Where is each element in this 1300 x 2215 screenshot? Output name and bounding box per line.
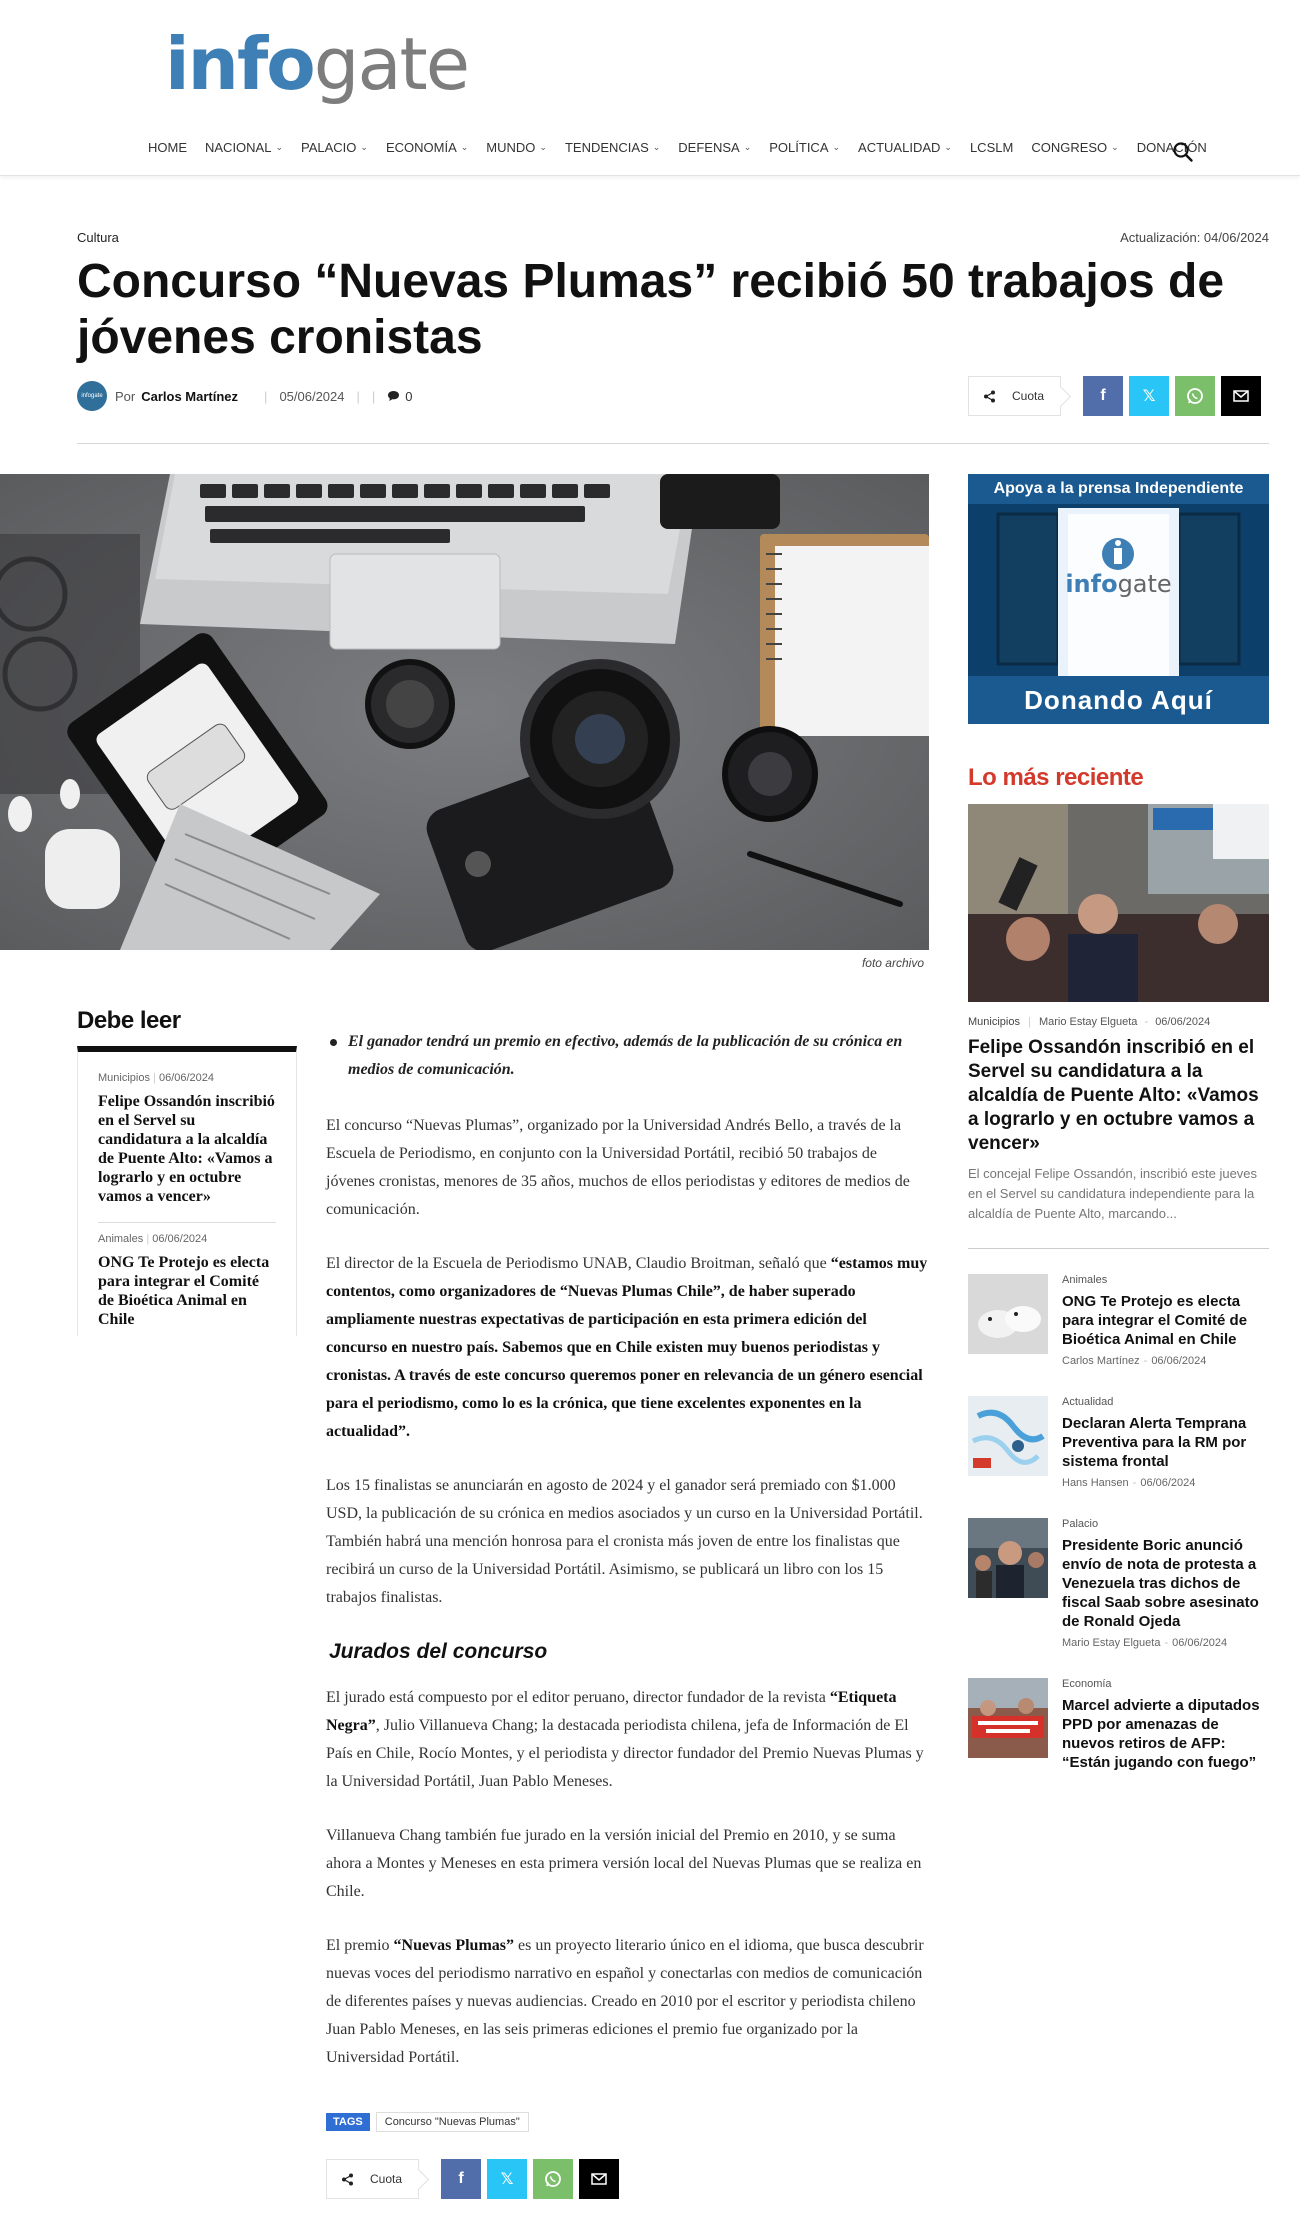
sidebar-article-title[interactable]: Declaran Alerta Temprana Preventiva para la RM por sistema frontal (1062, 1415, 1247, 1470)
chevron-down-icon: ⌄ (539, 142, 547, 152)
sidebar-article-text (1062, 1396, 1269, 1489)
facebook-icon: f (1100, 387, 1106, 404)
sidebar-article-title[interactable]: Marcel advierte a diputados PPD por amenazas de nuevos retiros de AFP: “Están jugando con fuego” (1062, 1697, 1260, 1771)
item-date: 06/06/2024 (152, 1233, 208, 1245)
recent-section-title: Lo más reciente (968, 764, 1144, 791)
recent-author[interactable]: Mario Estay Elgueta (1038, 1016, 1138, 1028)
sidebar-article-thumbnail[interactable] (968, 1518, 1048, 1598)
paragraph (326, 1932, 929, 2072)
section-heading: Jurados del concurso (329, 1640, 548, 1663)
donate-logo-info: info (1065, 570, 1118, 598)
recent-article-title[interactable]: Felipe Ossandón inscribió en el Servel su candidatura a la alcaldía de Puente Alto: «Vamos a lograrlo y en octubre vamos a vencer» (968, 1037, 1259, 1154)
nav-item-mundo[interactable] (486, 140, 547, 155)
recent-article-image[interactable] (968, 804, 1269, 1002)
recent-category[interactable]: Municipios (968, 1016, 1020, 1028)
donate-banner-heading: Apoya a la prensa Independiente (968, 474, 1269, 504)
sidebar-article-text (1062, 1274, 1269, 1367)
header-divider (77, 443, 1269, 444)
x-icon: 𝕏 (1142, 388, 1156, 405)
hero-caption: foto archivo (861, 956, 924, 970)
donate-logo (968, 570, 1269, 598)
share-toggle[interactable] (968, 376, 1061, 416)
by-label: Por (115, 388, 136, 404)
nav-item-label: TENDENCIAS (564, 140, 649, 155)
nav-item-palacio[interactable] (301, 140, 368, 155)
recent-article-excerpt: El concejal Felipe Ossandón, inscribió este jueves en el Servel su candidatura independiente para la alcaldía de Puente Alto, marcando... (968, 1166, 1258, 1221)
sidebar-article-title[interactable]: Presidente Boric anunció envío de nota de protesta a Venezuela tras dichos de fiscal Saab sobre asesinato de Ronald Ojeda (1062, 1537, 1259, 1630)
nav-item-label: ECONOMÍA (385, 140, 457, 155)
sidebar-article-category[interactable]: Actualidad (1062, 1396, 1114, 1408)
facebook-icon: f (458, 2170, 464, 2187)
thumbnail-illustration (968, 1518, 1048, 1598)
nav-item-congreso[interactable] (1031, 140, 1118, 155)
sidebar-article-text (1062, 1678, 1269, 1772)
paragraph-text: El jurado está compuesto por el editor peruano, director fundador de la revista (326, 1689, 830, 1706)
facebook-share-button[interactable] (441, 2159, 481, 2199)
nav-item-label: DONACIÓN (1136, 140, 1207, 155)
nav-item-label: LCSLM (969, 140, 1014, 155)
debe-leer-box (77, 1046, 297, 1336)
sidebar-article-author[interactable]: Carlos Martínez (1062, 1355, 1140, 1367)
sidebar-article-date: 06/06/2024 (1140, 1477, 1196, 1489)
thumbnail-illustration (968, 1274, 1048, 1354)
email-share-button[interactable] (1221, 376, 1261, 416)
mail-icon (591, 2173, 607, 2185)
paragraph: El concurso “Nuevas Plumas”, organizado por la Universidad Andrés Bello, a través de la Escuela de Periodismo, en conjunto con la Universidad Portátil, recibió 50 trabajos de jóvenes cronistas, menores de 35 años, muchos de ellos periodistas y editores de medios de comunicación. (326, 1117, 910, 1218)
x-share-button[interactable] (1129, 376, 1169, 416)
nav-item-economía[interactable] (386, 140, 468, 155)
nav-item-label: POLÍTICA (769, 140, 829, 155)
comment-count-value: 0 (405, 388, 413, 404)
share-icon (341, 2173, 354, 2186)
share-icon (983, 390, 996, 403)
site-header (0, 0, 1300, 176)
paragraph-text: El director de la Escuela de Periodismo UNAB, Claudio Broitman, señaló que (326, 1255, 831, 1272)
article-date: 05/06/2024 (279, 388, 345, 404)
article-updated: Actualización: 04/06/2024 (1120, 230, 1269, 245)
chevron-down-icon: ⌄ (652, 142, 661, 152)
paragraph-text: , Julio Villanueva Chang; la destacada periodista chilena, jefa de Información de El País en Chile, Rocío Montes, y el periodista y director fundador del Premio Nuevas Plumas y la Universidad Portátil, Juan Pablo Meneses. (326, 1717, 924, 1790)
mail-icon (1233, 390, 1249, 402)
sidebar-article-category[interactable]: Economía (1062, 1678, 1112, 1690)
x-share-button[interactable] (487, 2159, 527, 2199)
author-avatar[interactable]: infogate (77, 381, 107, 411)
share-toggle[interactable] (326, 2159, 419, 2199)
nav-item-label: MUNDO (486, 140, 536, 155)
share-label: Cuota (370, 2172, 403, 2186)
sidebar-article-text (1062, 1518, 1269, 1649)
paragraph-text: es un proyecto literario único en el idioma, que busca descubrir nuevas voces del periodismo narrativo en español y conectarlas con medios de comunicación de diferentes países y nuevas audiencias. Creado en 2010 por el escritor y periodista chileno Juan Pablo Meneses, en las seis primeras ediciones el premio fue organizado por la Universidad Portátil. (326, 1937, 924, 2066)
comment-icon (387, 390, 400, 402)
sidebar-article-date: 06/06/2024 (1151, 1355, 1207, 1367)
sidebar-article-author[interactable]: Mario Estay Elgueta (1062, 1637, 1161, 1649)
donate-cta[interactable]: Donando Aquí (968, 676, 1269, 724)
share-bar-bottom (326, 2159, 619, 2199)
sidebar-article-thumbnail[interactable] (968, 1396, 1048, 1476)
sidebar-article-category[interactable]: Animales (1062, 1274, 1108, 1286)
debe-leer-item-title[interactable]: ONG Te Protejo es electa para integrar el Comité de Bioética Animal en Chile (98, 1254, 270, 1328)
article-hero-image (0, 474, 929, 950)
meta-separator: | (371, 388, 376, 404)
debe-leer-item[interactable] (98, 1223, 276, 1329)
debe-leer-item[interactable] (98, 1052, 276, 1206)
nav-item-defensa[interactable] (678, 140, 751, 155)
nav-item-label: NACIONAL (205, 140, 272, 155)
comment-count[interactable] (387, 389, 412, 404)
sidebar-article-item[interactable] (968, 1274, 1269, 1394)
paragraph-bold: “Etiqueta Negra” (326, 1689, 897, 1734)
chevron-down-icon: ⌄ (360, 142, 368, 152)
recent-article-meta: Municipios | Mario Estay Elgueta - 06/06/2024 (968, 1016, 1211, 1028)
sidebar-article-item[interactable] (968, 1518, 1269, 1658)
chevron-down-icon: ⌄ (743, 142, 752, 152)
sidebar-article-title[interactable]: ONG Te Protejo es electa para integrar el Comité de Bioética Animal en Chile (1062, 1293, 1248, 1348)
tag-link[interactable]: Concurso "Nuevas Plumas" (376, 2112, 529, 2132)
debe-leer-title: Debe leer (77, 1007, 181, 1034)
article-title: Concurso “Nuevas Plumas” recibió 50 trabajos de jóvenes cronistas (77, 255, 1225, 364)
logo-text-info: info (165, 22, 314, 106)
donate-banner[interactable] (968, 474, 1269, 724)
paragraph (326, 1250, 929, 1446)
paragraph (326, 1684, 929, 1796)
thumbnail-illustration (968, 1678, 1048, 1758)
hero-illustration (0, 474, 929, 950)
recent-photo-illustration (968, 804, 1269, 1002)
chevron-down-icon: ⌄ (944, 142, 952, 152)
paragraph-bold: “Nuevas Plumas” (393, 1937, 514, 1954)
nav-item-nacional[interactable] (205, 140, 283, 155)
author-name[interactable]: Carlos Martínez (141, 388, 239, 404)
whatsapp-icon (1186, 387, 1204, 405)
nav-item-label: DEFENSA (678, 140, 740, 155)
donate-logo-gate: gate (1117, 570, 1172, 598)
email-share-button[interactable] (579, 2159, 619, 2199)
sidebar-article-thumbnail[interactable] (968, 1678, 1048, 1758)
sidebar-article-item[interactable] (968, 1396, 1269, 1516)
sidebar-article-meta: Hans Hansen - 06/06/2024 (1062, 1477, 1196, 1489)
nav-item-lcslm[interactable] (970, 140, 1013, 155)
sidebar-article-item[interactable] (968, 1678, 1269, 1782)
item-category[interactable]: Municipios (98, 1072, 150, 1084)
article-body (326, 1028, 929, 2098)
debe-leer-item-title[interactable]: Felipe Ossandón inscribió en el Servel su candidatura a la alcaldía de Puente Alto: «Vamos a lograrlo y en octubre vamos a vencer» (98, 1093, 275, 1205)
article-tags (326, 2112, 529, 2132)
nav-item-label: HOME (148, 140, 187, 155)
whatsapp-share-button[interactable] (1175, 376, 1215, 416)
article-category[interactable]: Cultura (77, 230, 119, 245)
paragraph: Los 15 finalistas se anunciarán en agosto de 2024 y el ganador será premiado con $1.000 USD, la publicación de su crónica en medios asociados y un curso en la Universidad Portátil. También habrá una mención honrosa para el cronista más joven de entre los finalistas que recibirá un curso de la Universidad Portátil. Asimismo, se publicará un libro con los 15 trabajos finalistas. (326, 1477, 923, 1606)
paragraph: Villanueva Chang también fue jurado en la versión inicial del Premio en 2010, y se suma ahora a Montes y Meneses en esta primera versión local del Nuevas Plumas que se realiza en Chile. (326, 1827, 922, 1900)
nav-item-label: CONGRESO (1031, 140, 1108, 155)
chevron-down-icon: ⌄ (460, 142, 469, 152)
article-meta (77, 382, 413, 410)
debe-leer-item-meta: Animales | 06/06/2024 (98, 1233, 208, 1245)
item-category[interactable]: Animales (98, 1233, 144, 1245)
site-logo[interactable] (165, 22, 469, 106)
share-label: Cuota (1012, 389, 1045, 403)
nav-item-label: ACTUALIDAD (858, 140, 941, 155)
recent-divider (968, 1248, 1269, 1249)
meta-separator: | (356, 388, 360, 404)
nav-item-label: PALACIO (301, 140, 357, 155)
nav-item-home[interactable] (148, 140, 187, 155)
article-highlight: El ganador tendrá un premio en efectivo, además de la publicación de su crónica en medios de comunicación. (326, 1028, 929, 1084)
search-icon[interactable] (1172, 141, 1194, 163)
x-icon: 𝕏 (500, 2171, 514, 2188)
sidebar-article-meta: Mario Estay Elgueta - 06/06/2024 (1062, 1637, 1228, 1649)
nav-item-política[interactable] (769, 140, 840, 155)
facebook-share-button[interactable] (1083, 376, 1123, 416)
whatsapp-icon (544, 2170, 562, 2188)
main-nav (148, 140, 1225, 155)
share-bar-top (968, 376, 1261, 416)
thumbnail-illustration (968, 1396, 1048, 1476)
paragraph-text: El premio (326, 1937, 394, 1954)
whatsapp-share-button[interactable] (533, 2159, 573, 2199)
sidebar-article-date: 06/06/2024 (1172, 1637, 1228, 1649)
paragraph-quote: “estamos muy contentos, como organizadores de “Nuevas Plumas Chile”, de haber superado ampliamente nuestras expectativas de participación en esta primera edición del concurso en nuestro país. Sabemos que en Chile existen muy buenos periodistas y cronistas. A través de este concurso queremos poner en relevancia de un género esencial para el periodismo, como lo es la crónica, que tiene excelentes exponentes en la actualidad”. (326, 1255, 928, 1440)
debe-leer-item-meta: Municipios | 06/06/2024 (98, 1072, 215, 1084)
chevron-down-icon: ⌄ (1111, 142, 1119, 152)
chevron-down-icon: ⌄ (832, 142, 841, 152)
chevron-down-icon: ⌄ (275, 142, 284, 152)
sidebar-article-meta: Carlos Martínez - 06/06/2024 (1062, 1355, 1207, 1367)
recent-date: 06/06/2024 (1155, 1016, 1211, 1028)
sidebar-article-author[interactable]: Hans Hansen (1062, 1477, 1129, 1489)
item-date: 06/06/2024 (158, 1072, 215, 1084)
nav-item-actualidad[interactable] (858, 140, 952, 155)
meta-separator: | (264, 388, 268, 404)
sidebar-article-thumbnail[interactable] (968, 1274, 1048, 1354)
tags-label: TAGS (326, 2113, 370, 2131)
logo-text-gate: gate (313, 22, 469, 106)
nav-item-tendencias[interactable] (565, 140, 660, 155)
sidebar-article-category[interactable]: Palacio (1062, 1518, 1099, 1530)
